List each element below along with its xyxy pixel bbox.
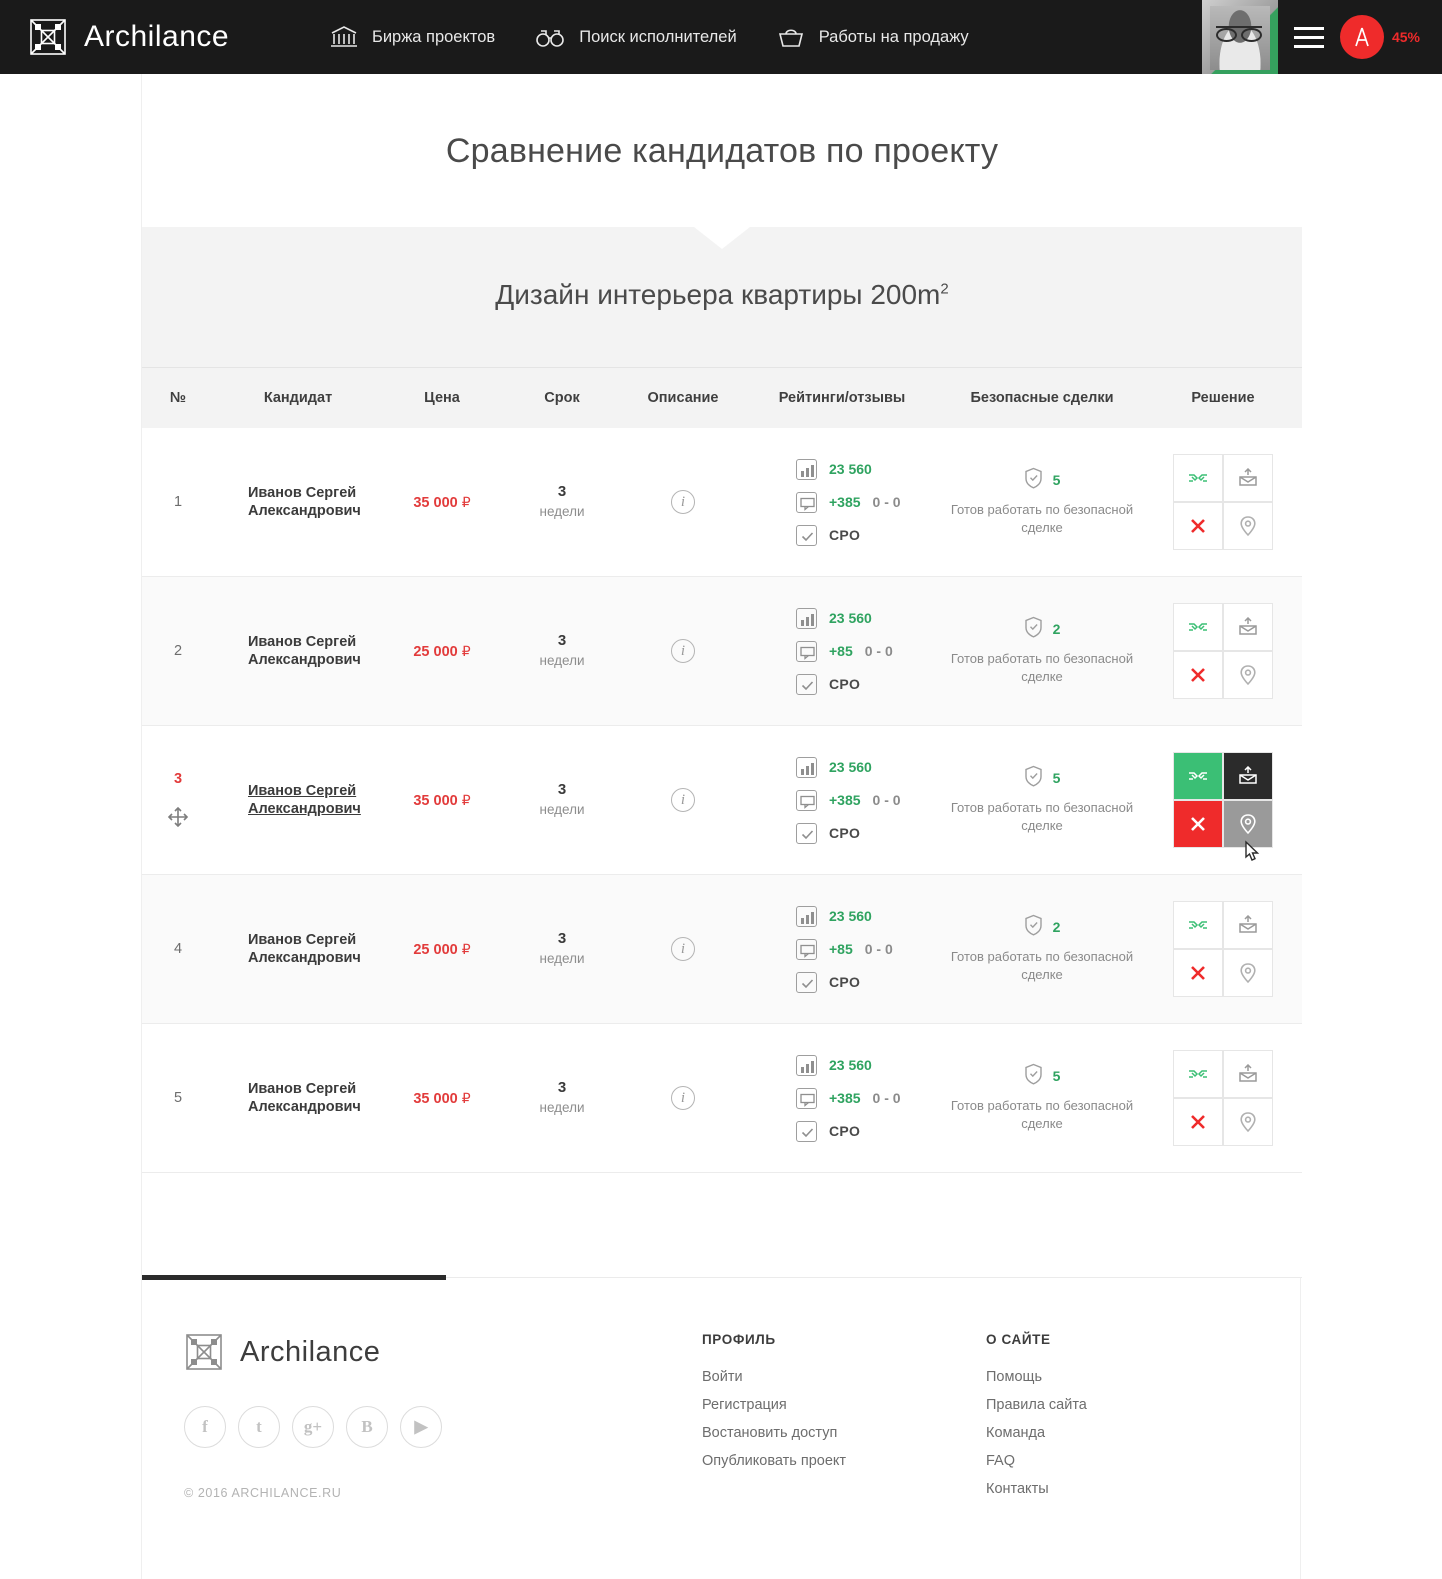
safe-deals-cell: [940, 726, 1144, 875]
reject-cross-icon[interactable]: [1174, 652, 1222, 698]
safe-deals-count: 2: [1052, 620, 1061, 637]
rating-views: [796, 608, 936, 629]
table-header-row: [142, 368, 1302, 429]
price: [382, 726, 502, 875]
footer-brand-name: Archilance: [240, 1335, 381, 1368]
banner-notch: [694, 227, 750, 249]
project-title-text: Дизайн интерьера квартиры 200m: [495, 279, 941, 310]
term: [502, 428, 622, 577]
safe-deals-count-row: [944, 765, 1140, 791]
rating-cro: [796, 525, 936, 546]
candidate-name[interactable]: Иванов Сергей Александрович: [214, 428, 382, 577]
col-header-ratings: Рейтинги/отзывы: [744, 368, 940, 429]
vk-icon[interactable]: B: [346, 1406, 388, 1448]
rating-cro: [796, 972, 936, 993]
basket-icon: [777, 25, 805, 49]
term: [502, 726, 622, 875]
term-value: 3: [557, 1078, 567, 1096]
burger-line: [1294, 36, 1324, 39]
location-pin-icon[interactable]: [1224, 1099, 1272, 1145]
avatar[interactable]: [1202, 0, 1278, 74]
decision-buttons: [1173, 1050, 1273, 1146]
twitter-icon[interactable]: t: [238, 1406, 280, 1448]
profile-percent: 45%: [1391, 29, 1420, 45]
nav-item-search-performers[interactable]: [535, 25, 737, 49]
footer-link-faq[interactable]: FAQ: [986, 1453, 1016, 1469]
price-value: 25 000: [413, 941, 458, 958]
cro-label: CPO: [829, 1123, 861, 1139]
ratings-cell: [744, 1024, 940, 1173]
brand-logo[interactable]: [0, 17, 330, 57]
check-square-icon: [796, 674, 817, 695]
col-header-price: Цена: [382, 368, 502, 429]
footer-column-about: [986, 1332, 1270, 1509]
decision-buttons: [1173, 752, 1273, 848]
safe-deals-cell: [940, 428, 1144, 577]
decision-cell: [1144, 1024, 1302, 1173]
description-cell: [622, 1024, 744, 1173]
mouse-cursor-icon: [1242, 840, 1264, 870]
shield-icon: [1024, 914, 1043, 940]
bar-chart-icon: [796, 906, 817, 927]
binoculars-icon: [535, 25, 565, 49]
decision-cell: [1144, 428, 1302, 577]
handshake-icon[interactable]: [1174, 455, 1222, 501]
upload-mail-icon[interactable]: [1224, 455, 1272, 501]
ratings-cell: [744, 577, 940, 726]
bar-chart-icon: [796, 608, 817, 629]
ratings-list: [748, 906, 936, 993]
footer-brand-block: [142, 1332, 702, 1509]
reviews-neutral-negative: 0 - 0: [872, 792, 901, 808]
bank-icon: [330, 25, 358, 49]
reviews-positive: +85: [829, 941, 853, 957]
check-square-icon: [796, 525, 817, 546]
term-value: 3: [557, 482, 567, 500]
ratings-list: [748, 757, 936, 844]
rating-count: 23 560: [829, 1057, 872, 1073]
location-pin-icon[interactable]: [1224, 950, 1272, 996]
footer-link-login[interactable]: Войти: [702, 1369, 743, 1385]
currency-symbol: ₽: [461, 493, 471, 510]
nav-label-works-for-sale: Работы на продажу: [818, 27, 969, 46]
candidate-name[interactable]: Иванов Сергей Александрович: [214, 875, 382, 1024]
table-header: [142, 368, 1302, 429]
table-row-active[interactable]: [142, 726, 1302, 875]
safe-deals-count-row: [944, 467, 1140, 493]
handshake-icon[interactable]: [1174, 1051, 1222, 1097]
copyright: © 2016 ARCHILANCE.RU: [184, 1486, 342, 1500]
footer-logo[interactable]: [184, 1332, 702, 1372]
row-number: 1: [142, 428, 214, 577]
nav-item-works-for-sale[interactable]: [777, 25, 969, 49]
check-square-icon: [796, 972, 817, 993]
candidate-name[interactable]: Иванов Сергей Александрович: [214, 577, 382, 726]
info-icon[interactable]: i: [671, 639, 695, 663]
rating-reviews: [796, 939, 936, 960]
reviews-neutral-negative: 0 - 0: [864, 941, 893, 957]
table-row[interactable]: [142, 875, 1302, 1024]
reviews-positive: +85: [829, 643, 853, 659]
safe-deals-count: 5: [1052, 471, 1061, 488]
footer-column-title: О САЙТЕ: [986, 1332, 1051, 1347]
price: [382, 577, 502, 726]
move-handle-icon[interactable]: [146, 805, 210, 829]
project-title: [142, 279, 1302, 311]
col-header-safe-deals: Безопасные сделки: [940, 368, 1144, 429]
avatar-glasses: [1216, 26, 1262, 36]
safe-deals-count-row: [944, 1063, 1140, 1089]
row-number: 5: [142, 1024, 214, 1173]
ratings-cell: [744, 726, 940, 875]
footer-link-register[interactable]: Регистрация: [702, 1397, 787, 1413]
rating-cro: [796, 674, 936, 695]
ratings-list: [748, 608, 936, 695]
price-value: 25 000: [413, 643, 458, 660]
project-banner: [142, 227, 1302, 367]
reject-cross-icon[interactable]: [1174, 503, 1222, 549]
safe-deals-count: 5: [1052, 1067, 1061, 1084]
row-number-value: 3: [173, 771, 183, 787]
safe-deals-text: Готов работать по безопасной сделке: [950, 799, 1134, 833]
currency-symbol: ₽: [461, 1089, 471, 1106]
rating-views: [796, 1055, 936, 1076]
rating-count: 23 560: [829, 610, 872, 626]
rating-count: 23 560: [829, 908, 872, 924]
footer-link-team[interactable]: Команда: [986, 1425, 1046, 1441]
col-header-description: Описание: [622, 368, 744, 429]
facebook-icon[interactable]: f: [184, 1406, 226, 1448]
term-value: 3: [557, 929, 567, 947]
safe-deals-text: Готов работать по безопасной сделке: [950, 1097, 1134, 1131]
candidate-name[interactable]: Иванов Сергей Александрович: [214, 726, 382, 875]
term-value: 3: [557, 780, 567, 798]
reviews-neutral-negative: 0 - 0: [872, 1090, 901, 1106]
price-value: 35 000: [413, 1090, 458, 1107]
shield-icon: [1024, 765, 1043, 791]
table-bottom-spacer: [142, 1173, 1302, 1277]
term-unit: недели: [539, 653, 585, 669]
check-square-icon: [796, 823, 817, 844]
reject-cross-icon[interactable]: [1174, 1099, 1222, 1145]
main-nav: [330, 25, 1202, 49]
nav-label-search-performers: Поиск исполнителей: [579, 27, 737, 46]
rating-count: 23 560: [829, 759, 872, 775]
reviews-positive: +385: [829, 494, 861, 510]
safe-deals-count: 5: [1052, 769, 1061, 786]
col-header-term: Срок: [502, 368, 622, 429]
safe-deals-count-row: [944, 914, 1140, 940]
location-pin-icon[interactable]: [1224, 652, 1272, 698]
comment-icon: [796, 492, 817, 513]
candidates-comparison-table: [142, 367, 1302, 1173]
footer-column-title: ПРОФИЛЬ: [702, 1332, 776, 1347]
col-header-num: №: [142, 368, 214, 429]
ratings-list: [748, 1055, 936, 1142]
archilance-logo-icon: [28, 17, 68, 57]
shield-icon: [1024, 467, 1043, 493]
comment-icon: [796, 1088, 817, 1109]
upload-mail-icon[interactable]: [1224, 604, 1272, 650]
col-header-decision: Решение: [1144, 368, 1302, 429]
safe-deals-count: 2: [1052, 918, 1061, 935]
term-unit: недели: [539, 802, 585, 818]
info-icon[interactable]: i: [671, 490, 695, 514]
comment-icon: [796, 790, 817, 811]
rating-views: [796, 757, 936, 778]
reviews-positive: +385: [829, 792, 861, 808]
rating-reviews: [796, 641, 936, 662]
reject-cross-icon[interactable]: [1174, 950, 1222, 996]
safe-deals-cell: [940, 875, 1144, 1024]
rating-count: 23 560: [829, 461, 872, 477]
table-body: [142, 428, 1302, 1173]
candidate-name[interactable]: Иванов Сергей Александрович: [214, 1024, 382, 1173]
social-links: [184, 1406, 702, 1448]
comment-icon: [796, 939, 817, 960]
description-cell: [622, 726, 744, 875]
rating-reviews: [796, 790, 936, 811]
safe-deals-text: Готов работать по безопасной сделке: [950, 650, 1134, 684]
cro-label: CPO: [829, 527, 861, 543]
handshake-icon[interactable]: [1174, 604, 1222, 650]
price: [382, 1024, 502, 1173]
description-cell: [622, 577, 744, 726]
row-number: [142, 726, 214, 875]
info-icon[interactable]: i: [671, 1086, 695, 1110]
footer-link-restore-access[interactable]: Востановить доступ: [702, 1425, 838, 1441]
col-header-candidate: Кандидат: [214, 368, 382, 429]
check-square-icon: [796, 1121, 817, 1142]
nav-item-projects[interactable]: [330, 25, 495, 49]
currency-symbol: ₽: [461, 642, 471, 659]
bar-chart-icon: [796, 459, 817, 480]
footer-link-rules[interactable]: Правила сайта: [986, 1397, 1087, 1413]
upload-mail-icon[interactable]: [1224, 1051, 1272, 1097]
term-unit: недели: [539, 504, 585, 520]
rating-reviews: [796, 492, 936, 513]
menu-button[interactable]: [1278, 27, 1340, 48]
row-number: 2: [142, 577, 214, 726]
decision-buttons: [1173, 603, 1273, 699]
youtube-icon[interactable]: ▶: [400, 1406, 442, 1448]
upload-mail-icon[interactable]: [1224, 753, 1272, 799]
footer-link-publish-project[interactable]: Опубликовать проект: [702, 1453, 847, 1469]
term-unit: недели: [539, 1100, 585, 1116]
bar-chart-icon: [796, 1055, 817, 1076]
handshake-icon[interactable]: [1174, 902, 1222, 948]
brand-name: Archilance: [84, 20, 230, 53]
upload-mail-icon[interactable]: [1224, 902, 1272, 948]
info-icon[interactable]: i: [671, 937, 695, 961]
term-unit: недели: [539, 951, 585, 967]
footer-link-help[interactable]: Помощь: [986, 1369, 1043, 1385]
page-content: [142, 74, 1302, 1277]
currency-symbol: ₽: [461, 940, 471, 957]
rating-reviews: [796, 1088, 936, 1109]
term-value: 3: [557, 631, 567, 649]
cro-label: CPO: [829, 825, 861, 841]
decision-buttons: [1173, 454, 1273, 550]
rating-views: [796, 459, 936, 480]
table-row[interactable]: [142, 1024, 1302, 1173]
decision-buttons: [1173, 901, 1273, 997]
price: [382, 428, 502, 577]
burger-line: [1294, 45, 1324, 48]
handshake-icon[interactable]: [1174, 753, 1222, 799]
price: [382, 875, 502, 1024]
reviews-positive: +385: [829, 1090, 861, 1106]
ratings-cell: [744, 875, 940, 1024]
footer-link-contacts[interactable]: Контакты: [986, 1481, 1049, 1497]
term: [502, 1024, 622, 1173]
comment-icon: [796, 641, 817, 662]
rating-cro: [796, 823, 936, 844]
site-footer: [142, 1277, 1302, 1579]
ratings-cell: [744, 428, 940, 577]
price-value: 35 000: [413, 792, 458, 809]
project-title-sup: 2: [940, 280, 949, 298]
safe-deals-text: Готов работать по безопасной сделке: [950, 948, 1134, 982]
bar-chart-icon: [796, 757, 817, 778]
location-pin-icon[interactable]: [1224, 503, 1272, 549]
reviews-neutral-negative: 0 - 0: [872, 494, 901, 510]
reject-cross-icon[interactable]: [1174, 801, 1222, 847]
row-number: 4: [142, 875, 214, 1024]
google-plus-icon[interactable]: g+: [292, 1406, 334, 1448]
safe-deals-cell: [940, 1024, 1144, 1173]
description-cell: [622, 428, 744, 577]
term: [502, 577, 622, 726]
shield-icon: [1024, 1063, 1043, 1089]
decision-cell: [1144, 577, 1302, 726]
info-icon[interactable]: i: [671, 788, 695, 812]
cro-label: CPO: [829, 676, 861, 692]
description-cell: [622, 875, 744, 1024]
rating-cro: [796, 1121, 936, 1142]
profile-icon: [1340, 15, 1384, 59]
burger-line: [1294, 27, 1324, 30]
footer-column-profile: [702, 1332, 986, 1509]
decision-cell: [1144, 875, 1302, 1024]
table-row[interactable]: [142, 577, 1302, 726]
price-value: 35 000: [413, 494, 458, 511]
table-row[interactable]: [142, 428, 1302, 577]
page-title: Сравнение кандидатов по проекту: [445, 132, 999, 170]
term: [502, 875, 622, 1024]
ratings-list: [748, 459, 936, 546]
cro-label: CPO: [829, 974, 861, 990]
safe-deals-cell: [940, 577, 1144, 726]
decision-cell: [1144, 726, 1302, 875]
safe-deals-count-row: [944, 616, 1140, 642]
shield-icon: [1024, 616, 1043, 642]
currency-symbol: ₽: [461, 791, 471, 808]
rating-views: [796, 906, 936, 927]
archilance-logo-icon: [184, 1332, 224, 1372]
nav-label-projects: Биржа проектов: [372, 27, 496, 46]
profile-progress[interactable]: [1340, 15, 1442, 59]
reviews-neutral-negative: 0 - 0: [864, 643, 893, 659]
top-navigation-bar: [0, 0, 1442, 74]
safe-deals-text: Готов работать по безопасной сделке: [950, 501, 1134, 535]
